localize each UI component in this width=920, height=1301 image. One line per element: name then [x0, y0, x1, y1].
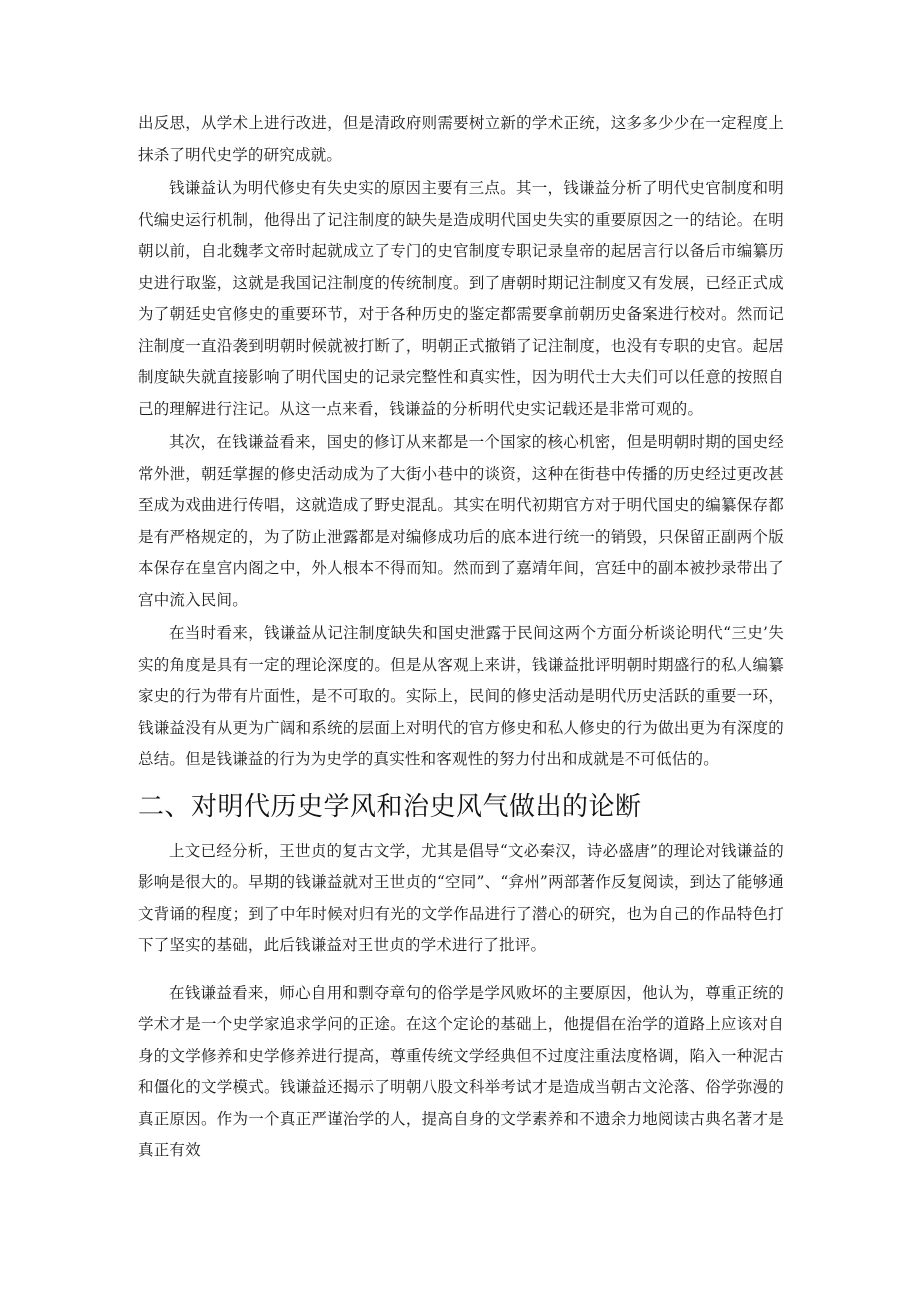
paragraph: 在当时看来，钱谦益从记注制度缺失和国史泄露于民间这两个方面分析谈论明代“三史’失实的角度是具有一定的理论深度的。但是从客观上来讲，钱谦益批评明朝时期盛行的私人编纂家史的行为带有片面性，是不可取的。实际上，民间的修史活动是明代历史活跃的重要一环，钱谦益没有从更为广阔和系统的层面上对明代的官方修史和私人修史的行为做出更为有深度的总结。但是钱谦益的行为为史学的真实性和客观性的努力付出和成就是不可低估的。 [138, 624, 784, 768]
section-heading: 二、对明代历史学风和治史风气做出的论断 [138, 791, 642, 822]
paragraph: 钱谦益认为明代修史有失史实的原因主要有三点。其一，钱谦益分析了明代史官制度和明代编史运行机制，他得出了记注制度的缺失是造成明代国史失实的重要原因之一的结论。在明朝以前，自北魏孝文帝时起就成立了专门的史官制度专职记录皇帝的起居言行以备后市编纂历史进行取鉴，这就是我国记注制度的传统制度。到了唐朝时期记注制度又有发展，已经正式成为了朝廷史官修史的重要环节，对于各种历史的鉴定都需要拿前朝历史备案进行校对。然而记注制度一直沿袭到明朝时候就被打断了，明朝正式撤销了记注制度，也没有专职的史官。起居制度缺失就直接影响了明代国史的记录完整性和真实性，因为明代士大夫们可以任意的按照自己的理解进行注记。从这一点来看，钱谦益的分析明代史实记载还是非常可观的。 [138, 179, 784, 418]
paragraph: 在钱谦益看来，师心自用和剽夺章句的俗学是学风败坏的主要原因，他认为，尊重正统的学术才是一个史学家追求学问的正途。在这个定论的基础上，他提倡在治学的道路上应该对自身的文学修养和史学修养进行提高，尊重传统文学经典但不过度注重法度格调，陷入一种泥古和僵化的文学模式。钱谦益还揭示了明朝八股文科举考试才是造成当朝古文沦落、俗学弥漫的真正原因。作为一个真正严谨治学的人，提高自身的文学素养和不遗余力地阅读古典名著才是真正有效 [138, 983, 784, 1159]
paragraph-continuation: 出反思，从学术上进行改进，但是清政府则需要树立新的学术正统，这多多少少在一定程度上抹杀了明代史学的研究成就。 [138, 114, 784, 164]
paragraph: 上文已经分析，王世贞的复古文学，尤其是倡导“文必秦汉，诗必盛唐”的理论对钱谦益的影响是很大的。早期的钱谦益就对王世贞的“空同”、“弇州”两部著作反复阅读，到达了能够通文背诵的程度；到了中年时候对归有光的文学作品进行了潜心的研究，也为自己的作品特色打下了坚实的基础，此后钱谦益对王世贞的学术进行了批评。 [138, 841, 784, 954]
paragraph: 其次，在钱谦益看来，国史的修订从来都是一个国家的核心机密，但是明朝时期的国史经常外泄，朝廷掌握的修史活动成为了大街小巷中的谈资，这种在街巷中传播的历史经过更改甚至成为戏曲进行传唱，这就造成了野史混乱。其实在明代初期官方对于明代国史的编纂保存都是有严格规定的，为了防止泄露都是对编修成功后的底本进行统一的销毁，只保留正副两个版本保存在皇宫内阁之中，外人根本不得而知。然而到了嘉靖年间，宫廷中的副本被抄录带出了宫中流入民间。 [138, 433, 784, 609]
document-page [138, 108, 784, 1167]
